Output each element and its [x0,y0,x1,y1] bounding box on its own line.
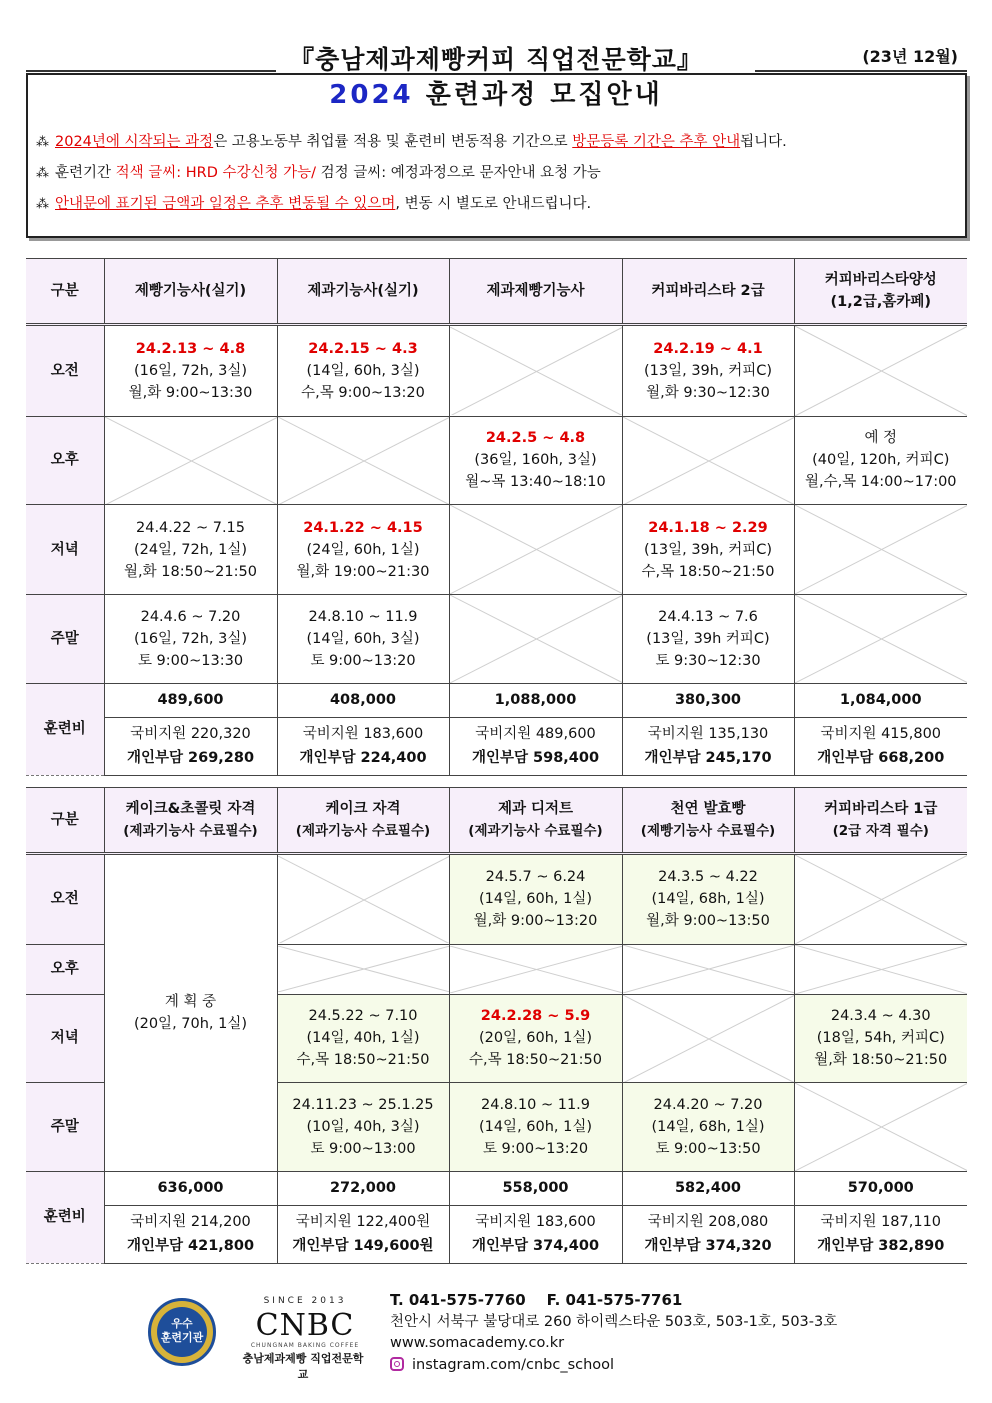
cell-date: 24.1.22 ~ 4.15 [303,519,423,536]
col-header: 구분 [26,788,104,854]
col-header-line: (제과기능사 수료필수) [468,823,603,839]
fee-self: 개인부담 421,800 [126,1238,255,1255]
cell-time: 수,목 18:50~21:50 [469,1052,602,1069]
notice-row-3 [36,193,965,224]
cell-detail: (13일, 39h, 커피C) [644,362,772,379]
cell-detail: (20일, 60h, 1실) [478,1030,593,1047]
fee-split [794,1205,967,1263]
bullet-icon: ⁂ [36,197,49,212]
fee-gov: 국비지원 187,110 [820,1214,942,1231]
schedule-cell [277,1083,449,1172]
cell-detail: (14일, 60h, 1실) [478,891,593,908]
cell-date: 24.3.4 ~ 4.30 [830,1008,931,1025]
fee-total: 489,600 [104,683,277,717]
logo-since: SINCE 2013 [263,1296,347,1306]
notice-highlight: 방문등록 기간은 추후 안내 [572,134,741,150]
notice-box [26,73,967,238]
cell-detail: (14일, 40h, 1실) [306,1030,420,1047]
fee-total-row [26,683,967,717]
notice-row-2 [36,162,965,193]
schedule-cell [622,505,794,595]
schedule-cell [794,416,967,504]
empty-cell [794,1083,967,1172]
table-header-row [26,259,967,325]
award-seal-logo [148,1298,216,1366]
col-header-line: (제빵기능사 수료필수) [640,823,776,839]
cell-date: 24.4.22 ~ 7.15 [136,519,245,536]
empty-cell [794,325,967,417]
fee-gov: 국비지원 214,200 [130,1214,251,1231]
schedule-cell [622,325,794,417]
col-header: 구분 [26,259,104,325]
cross-mark-icon [795,945,968,994]
empty-cell [794,944,967,994]
cross-mark-icon [278,856,449,943]
row-header: 훈련비 [26,1171,104,1263]
schedule-cell [622,854,794,945]
notice-text: 됩니다. [740,134,787,150]
col-header [277,788,449,854]
schedule-cell [104,505,277,595]
table-row [26,854,967,945]
fee-total: 558,000 [449,1171,622,1205]
row-header: 오전 [26,854,104,945]
fee-self: 개인부담 374,320 [644,1238,772,1255]
bullet-icon: ⁂ [36,135,49,150]
cross-mark-icon [795,855,968,944]
cell-detail: (14일, 60h, 3실) [306,362,420,379]
fee-total: 272,000 [277,1171,449,1205]
schedule-cell [622,594,794,683]
fee-self: 개인부담 374,400 [471,1238,600,1255]
cell-date: 24.2.13 ~ 4.8 [135,340,246,357]
row-header: 주말 [26,1083,104,1172]
schedule-cell [104,594,277,683]
fee-split [104,1205,277,1263]
cell-time: 월,수,목 14:00~17:00 [804,474,957,491]
fee-split [104,717,277,775]
empty-cell [104,416,277,504]
schedule-cell [277,505,449,595]
cross-mark-icon [278,417,449,504]
col-header [794,259,967,325]
cell-date: 24.5.7 ~ 6.24 [485,869,586,886]
row-header: 오후 [26,416,104,504]
cross-mark-icon [795,505,968,594]
cross-mark-icon [450,327,622,415]
cell-date: 24.5.22 ~ 7.10 [308,1008,418,1025]
planned-cell [104,854,277,1172]
cross-mark-icon [623,945,794,993]
instagram-icon [390,1357,404,1371]
cross-mark-icon [623,417,794,504]
fee-split [622,717,794,775]
fee-self: 개인부담 382,890 [817,1238,945,1255]
col-header-line: 커피바리스타 1급 [824,801,938,817]
cell-date: 24.4.13 ~ 7.6 [658,608,758,625]
notice-text: 훈련기간 [55,165,116,181]
table-row [26,416,967,504]
cell-detail: (16일, 72h, 3실) [133,362,248,379]
fee-self: 개인부담 668,200 [817,750,945,767]
cell-detail: (13일, 39h, 커피C) [644,541,772,558]
cell-detail: (14일, 68h, 1실) [651,1118,765,1135]
cell-time: 수,목 9:00~13:20 [301,384,425,401]
cell-detail: (14일, 60h, 1실) [478,1118,593,1135]
empty-cell [449,594,622,683]
col-header-line: 천연 발효빵 [670,801,746,817]
fee-total: 1,088,000 [449,683,622,717]
schedule-cell [449,854,622,945]
cross-mark-icon [795,326,968,416]
fee-gov: 국비지원 208,080 [647,1214,769,1231]
col-header-line: (2급 자격 필수) [832,823,929,839]
page-title: 『충남제과제빵커피 직업전문학교』 [289,45,703,74]
schedule-cell [104,325,277,417]
footer [0,1290,992,1400]
cross-mark-icon [795,1083,968,1171]
cell-time: 월~목 13:40~18:10 [465,474,606,491]
instagram-link[interactable]: instagram.com/cnbc_school [412,1356,615,1373]
col-header-line: 케이크&초콜릿 자격 [125,801,256,817]
fee-gov: 국비지원 135,130 [647,726,769,743]
cell-time: 월,화 9:00~13:50 [646,913,770,930]
instagram-row[interactable] [390,1355,837,1377]
school-name: 충남제과제빵 직업전문학교 [242,1352,364,1381]
cell-detail: (20일, 70h, 1실) [133,1015,248,1032]
fee-self: 개인부담 598,400 [471,750,600,767]
table-row [26,594,967,683]
table-row [26,325,967,417]
cell-time: 토 9:00~13:30 [137,652,244,669]
col-header-line: (제과기능사 수료필수) [295,823,431,839]
notice-text: , 변동 시 별도로 안내드립니다. [395,196,592,212]
col-header [104,788,277,854]
cross-mark-icon [278,946,449,992]
col-header [622,788,794,854]
cell-time: 월,화 9:30~12:30 [646,384,770,401]
fee-self: 개인부담 269,280 [126,750,255,767]
cell-date: 24.4.6 ~ 7.20 [140,608,241,625]
fee-total-row [26,1171,967,1205]
address: 천안시 서북구 불당대로 260 하이렉스타운 503호, 503-1호, 503-3호 [390,1313,838,1330]
fee-self: 개인부담 224,400 [299,750,427,767]
cell-date: 예 정 [864,430,898,447]
cell-detail: (16일, 72h, 3실) [133,630,248,647]
empty-cell [277,416,449,504]
cell-date: 24.2.28 ~ 5.9 [480,1008,591,1025]
col-header: 제과기능사(실기) [277,259,449,325]
col-header [449,788,622,854]
schedule-cell [449,1083,622,1172]
fee-total: 582,400 [622,1171,794,1205]
cell-time: 토 9:30~12:30 [655,652,761,669]
row-header: 주말 [26,594,104,683]
row-header: 오후 [26,944,104,994]
col-header-line: 커피바리스타양성 [824,272,937,288]
fee-split-row [26,1205,967,1263]
subtitle-year: 2024 [329,80,414,110]
col-header-line: (1,2급,홈카페) [830,294,931,310]
col-header-line: 케이크 자격 [325,801,401,817]
website-link[interactable]: www.somacademy.co.kr [390,1335,565,1351]
empty-cell [794,505,967,595]
cross-mark-icon [623,995,794,1082]
table-header-row [26,788,967,854]
schedule-cell [622,1083,794,1172]
cell-detail: (14일, 68h, 1실) [651,891,765,908]
cell-detail: (36일, 160h, 3실) [474,452,597,469]
empty-cell [449,325,622,417]
col-header [794,788,967,854]
cell-time: 월,화 9:00~13:30 [128,384,253,401]
fee-split [449,1205,622,1263]
col-header: 제빵기능사(실기) [104,259,277,325]
notice-row-1 [36,131,965,162]
row-header: 저녁 [26,505,104,595]
cell-date: 24.2.19 ~ 4.1 [653,340,763,357]
cell-time: 월,화 19:00~21:30 [296,563,430,580]
fee-gov: 국비지원 220,320 [130,726,251,743]
fee-gov: 국비지원 183,600 [475,1214,596,1231]
cross-mark-icon [450,946,622,993]
cell-date: 24.8.10 ~ 11.9 [308,608,418,625]
cell-detail: (10일, 40h, 3실) [306,1118,420,1135]
cross-mark-icon [450,595,622,682]
cross-mark-icon [795,595,968,683]
cross-mark-icon [450,505,622,593]
seal-line: 훈련기관 [160,1331,204,1344]
fee-gov: 국비지원 183,600 [302,726,424,743]
fee-total: 570,000 [794,1171,967,1205]
cnbc-logo: CNBC [255,1308,355,1343]
fee-split [277,1205,449,1263]
cell-date: 24.8.10 ~ 11.9 [481,1096,590,1113]
cell-date: 24.2.15 ~ 4.3 [308,340,418,357]
award-seal-text [157,1307,207,1357]
schedule-cell [449,994,622,1082]
cell-date: 24.3.5 ~ 4.22 [658,869,758,886]
empty-cell [622,416,794,504]
empty-cell [449,505,622,595]
phone-fax: T. 041-575-7760 F. 041-575-7761 [390,1291,683,1309]
notice-text: 검정 글씨: 예정과정으로 문자안내 요청 가능 [316,165,601,181]
cell-time: 수,목 18:50~21:50 [296,1052,430,1069]
fee-total: 408,000 [277,683,449,717]
cell-date: 24.11.23 ~ 25.1.25 [292,1096,434,1113]
empty-cell [794,854,967,945]
fee-split [622,1205,794,1263]
empty-cell [449,944,622,994]
schedule-cell [449,416,622,504]
cell-detail: (18일, 54h, 커피C) [816,1030,945,1047]
col-header: 제과제빵기능사 [449,259,622,325]
notice-highlight: 2024년에 시작되는 과정 [55,134,214,150]
fee-total: 380,300 [622,683,794,717]
cell-date: 계 획 중 [164,993,217,1010]
row-header: 저녁 [26,994,104,1082]
fee-split [449,717,622,775]
cell-time: 토 9:00~13:20 [482,1140,589,1157]
cell-time: 토 9:00~13:20 [310,652,416,669]
fee-self: 개인부담 245,170 [644,750,772,767]
schedule-table-2 [26,787,967,1264]
fee-gov: 국비지원 415,800 [820,726,942,743]
fee-total: 636,000 [104,1171,277,1205]
contact-info [390,1290,837,1376]
fee-gov: 국비지원 122,400원 [295,1214,431,1231]
cell-time: 월,화 18:50~21:50 [124,563,257,580]
schedule-cell [277,325,449,417]
empty-cell [622,994,794,1082]
cell-time: 토 9:00~13:00 [310,1140,416,1157]
seal-line: 우수 [171,1317,193,1330]
cell-time: 월,화 9:00~13:20 [473,913,598,930]
fee-split [794,717,967,775]
schedule-cell [277,994,449,1082]
notice-highlight: 안내문에 표기된 금액과 일정은 추후 변동될 수 있으며 [55,196,396,212]
cell-detail: (24일, 60h, 1실) [306,541,420,558]
cross-mark-icon [105,417,277,504]
cell-detail: (13일, 39h 커피C) [646,630,770,647]
schedule-cell [277,594,449,683]
empty-cell [794,594,967,683]
row-header: 훈련비 [26,683,104,775]
cell-time: 수,목 18:50~21:50 [641,563,775,580]
cell-date: 24.2.5 ~ 4.8 [485,430,586,447]
cell-detail: (40일, 120h, 커피C) [812,452,950,469]
fee-gov: 국비지원 489,600 [475,726,596,743]
table-row [26,505,967,595]
empty-cell [277,944,449,994]
schedule-table-1 [26,258,967,776]
empty-cell [277,854,449,945]
fee-split-row [26,717,967,775]
col-header: 커피바리스타 2급 [622,259,794,325]
cell-time: 토 9:00~13:50 [655,1140,761,1157]
fee-total: 1,084,000 [794,683,967,717]
cell-time: 월,화 18:50~21:50 [814,1052,948,1069]
col-header-line: 제과 디저트 [497,801,574,817]
notice-text: 은 고용노동부 취업률 적용 및 훈련비 변동적용 기간으로 [213,134,573,150]
logo-subtitle: CHUNGNAM BAKING COFFEE [250,1342,360,1349]
fee-self: 개인부담 149,600원 [292,1238,434,1255]
notice-highlight: 적색 글씨: HRD 수강신청 가능/ [115,165,317,181]
bullet-icon: ⁂ [36,166,49,181]
cell-date: 24.1.18 ~ 2.29 [648,519,768,536]
cell-date: 24.4.20 ~ 7.20 [653,1096,763,1113]
col-header-line: (제과기능사 수료필수) [123,823,258,839]
fee-split [277,717,449,775]
issue-date: (23년 12월) [862,47,958,66]
cell-detail: (24일, 72h, 1실) [133,541,248,558]
schedule-cell [794,994,967,1082]
cell-detail: (14일, 60h, 3실) [306,630,420,647]
row-header: 오전 [26,325,104,417]
empty-cell [622,944,794,994]
subtitle-text: 훈련과정 모집안내 [425,80,663,110]
